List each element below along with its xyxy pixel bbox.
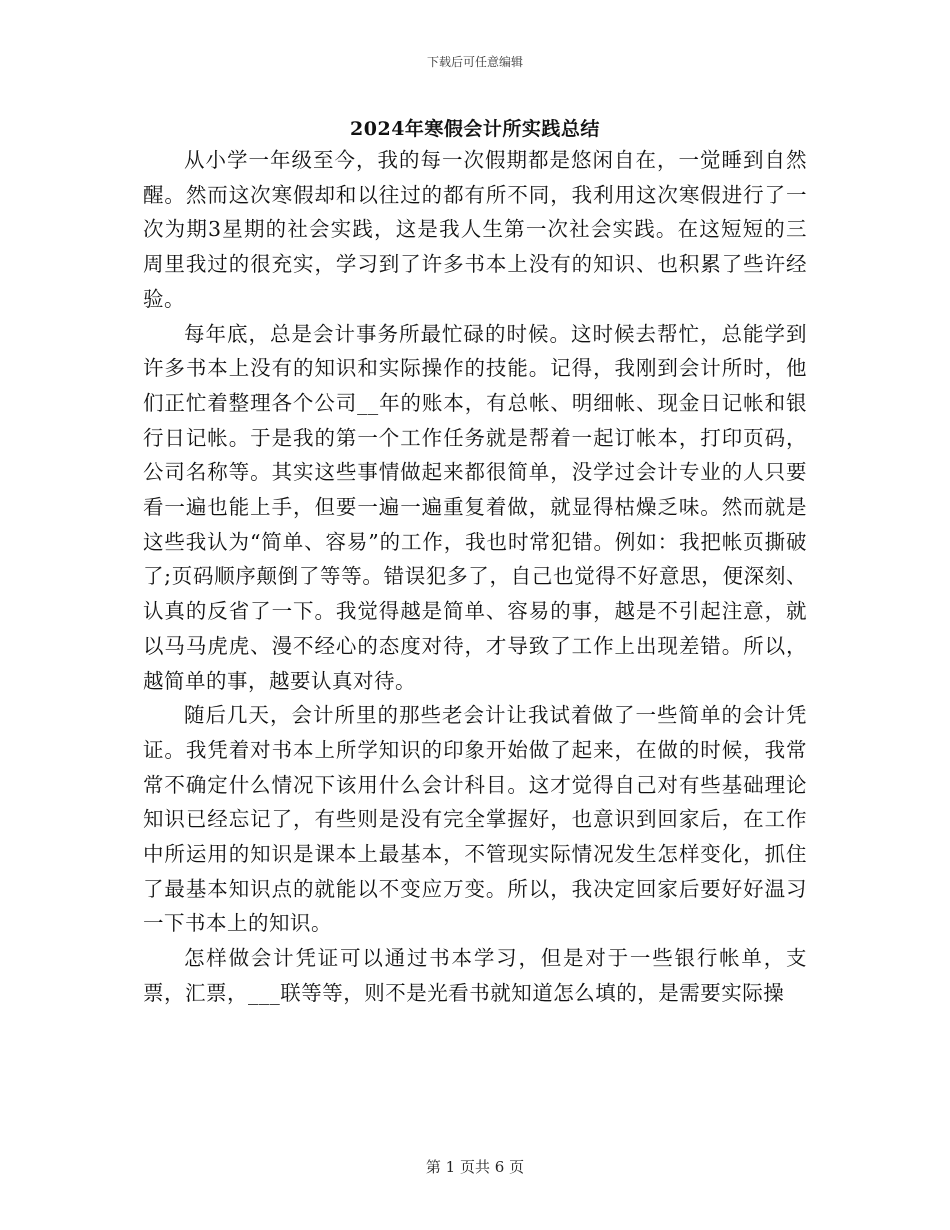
paragraph-1: 从小学一年级至今，我的每一次假期都是悠闲自在，一觉睡到自然醒。然而这次寒假却和以往过的都有所不同，我利用这次寒假进行了一次为期3星期的社会实践，这是我人生第一次社会实践。在这短短的三周里我过的很充实，学习到了许多书本上没有的知识、也积累了些许经验。 (143, 148, 807, 311)
document-title: 2024年寒假会计所实践总结 (350, 118, 600, 140)
document-body (143, 143, 807, 1011)
page-number-footer: 第 1 页共 6 页 (425, 1158, 525, 1176)
paragraph-3: 随后几天，会计所里的那些老会计让我试着做了一些简单的会计凭证。我凭着对书本上所学知识的印象开始做了起来，在做的时候，我常常不确定什么情况下该用什么会计科目。这才觉得自己对有些基础理论知识已经忘记了，有些则是没有完全掌握好，也意识到回家后，在工作中所运用的知识是课本上最基本，不管现实际情况发生怎样变化，抓住了最基本知识点的就能以不变应万变。所以，我决定回家后要好好温习一下书本上的知识。 (143, 703, 807, 936)
paragraph-4: 怎样做会计凭证可以通过书本学习，但是对于一些银行帐单，支票，汇票，___联等等，则不是光看书就知道怎么填的，是需要实际操 (143, 946, 807, 1005)
header-note: 下载后可任意编辑 (426, 55, 523, 69)
paragraph-2: 每年底，总是会计事务所最忙碌的时候。这时候去帮忙，总能学到许多书本上没有的知识和实际操作的技能。记得，我刚到会计所时，他们正忙着整理各个公司__年的账本，有总帐、明细帐、现金日记帐和银行日记帐。于是我的第一个工作任务就是帮着一起订帐本，打印页码，公司名称等。其实这些事情做起来都很简单，没学过会计专业的人只要看一遍也能上手，但要一遍一遍重复着做，就显得枯燥乏味。然而就是这些我认为“简单、容易”的工作，我也时常犯错。例如：我把帐页撕破了;页码顺序颠倒了等等。错误犯多了，自己也觉得不好意思，便深刻、认真的反省了一下。我觉得越是简单、容易的事，越是不引起注意，就以马马虎虎、漫不经心的态度对待，才导致了工作上出现差错。所以，越简单的事，越要认真对待。 (143, 321, 807, 693)
